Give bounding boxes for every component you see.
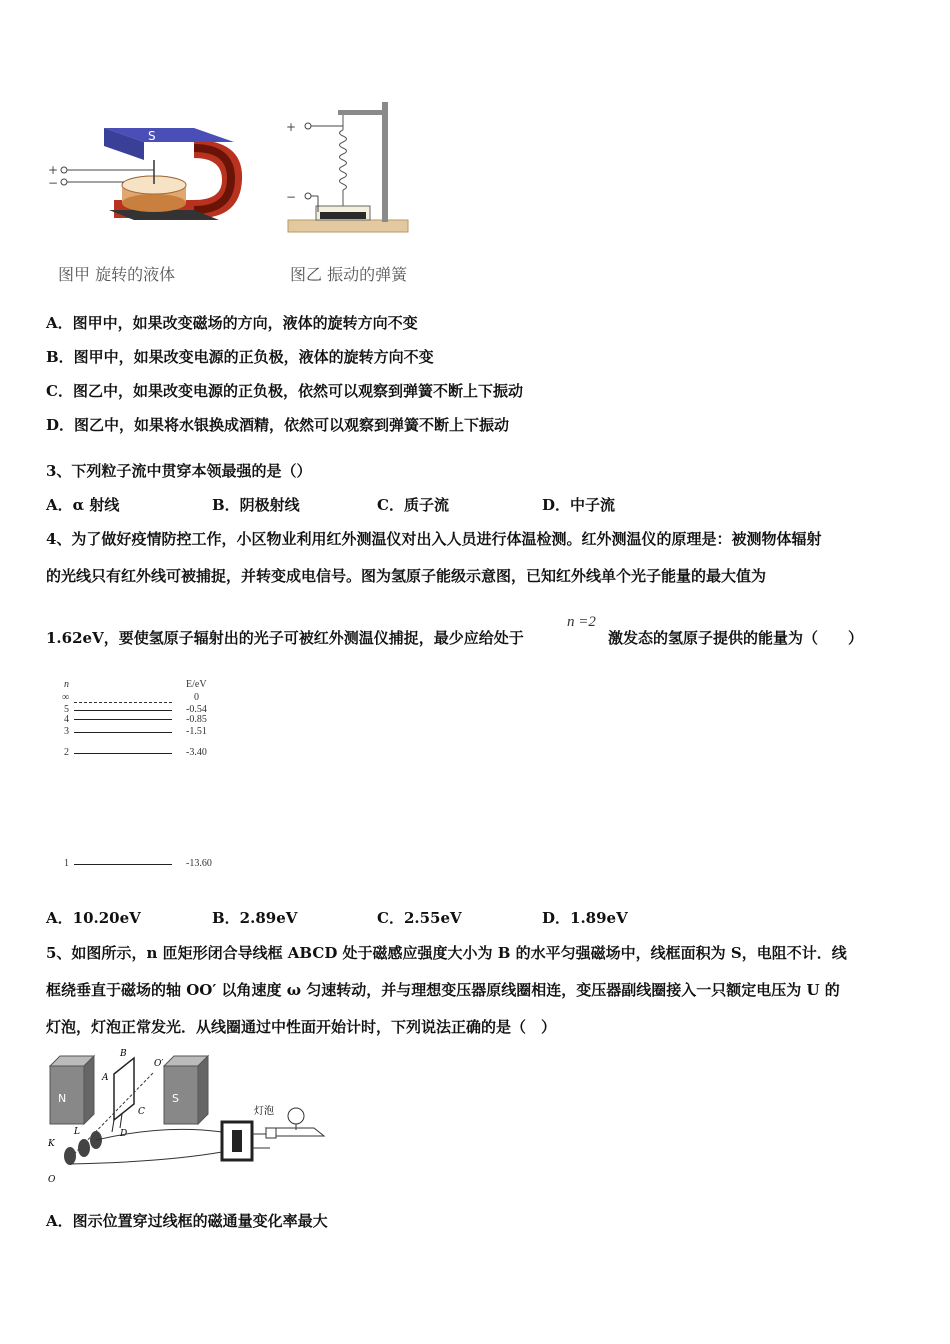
q4-option-d: D．1.89eV — [542, 909, 628, 927]
label-b: B — [120, 1049, 127, 1059]
q5-line-1: 5、如图所示，n 匝矩形闭合导线框 ABCD 处于磁感应强度大小为 B 的水平匀强磁场中，线框面积为 S，电阻不计．线 — [46, 944, 847, 962]
q2-option-a: A．图甲中，如果改变磁场的方向，液体的旋转方向不变 — [46, 314, 418, 332]
q4-line-3-post: 激发态的氢原子提供的能量为（ ） — [608, 629, 864, 647]
figure-rotating-liquid — [44, 100, 244, 235]
label-d: D — [120, 1129, 128, 1139]
diagram-e-label: E/eV — [186, 679, 207, 690]
q4-line-1: 4、为了做好疫情防控工作，小区物业利用红外测温仪对出入人员进行体温检测。红外测温仪的原理是：被测物体辐射 — [46, 530, 822, 548]
level-n-2: 2 — [64, 747, 69, 758]
q3-option-c: C．质子流 — [377, 496, 449, 514]
magnet-s-label-2: S — [172, 1092, 179, 1105]
figure-caption-2: 图乙 振动的弹簧 — [290, 265, 408, 284]
label-c: C — [138, 1107, 145, 1117]
q2-option-c: C．图乙中，如果改变电源的正负极，依然可以观察到弹簧不断上下振动 — [46, 382, 523, 400]
magnet-n-label: N — [58, 1092, 67, 1105]
label-o: O — [48, 1175, 56, 1185]
q4-option-a: A．10.20eV — [46, 909, 141, 927]
level-n-1: 1 — [64, 858, 69, 869]
figure-vibrating-spring — [278, 98, 428, 238]
level-e-3: -1.51 — [186, 726, 207, 737]
label-o-prime: O′ — [154, 1059, 164, 1069]
q5-line-2: 框绕垂直于磁场的轴 OO′ 以角速度 ω 匀速转动，并与理想变压器原线圈相连，变压器副线圈接入一只额定电压为 U 的 — [46, 981, 840, 999]
level-n-5: 5 — [64, 704, 69, 715]
q3-option-a: A．α 射线 — [46, 496, 120, 514]
label-a: A — [102, 1073, 109, 1083]
q3-option-d: D．中子流 — [542, 496, 616, 514]
level-n-inf: ∞ — [62, 692, 70, 703]
q4-line-2: 的光线只有红外线可被捕捉，并转变成电信号。图为氢原子能级示意图，已知红外线单个光子能量的最大值为 — [46, 567, 767, 585]
q4-option-b: B．2.89eV — [212, 909, 298, 927]
q4-formula-n2: n =2 — [567, 614, 596, 630]
q3-option-b: B．阴极射线 — [212, 496, 300, 514]
q3-stem: 3、下列粒子流中贯穿本领最强的是（） — [46, 462, 312, 480]
q4-option-c: C．2.55eV — [377, 909, 462, 927]
q2-option-d: D．图乙中，如果将水银换成酒精，依然可以观察到弹簧不断上下振动 — [46, 416, 510, 434]
minus-label-1: − — [48, 176, 59, 190]
plus-label-1: + — [48, 163, 59, 177]
plus-label-2: + — [286, 120, 297, 134]
level-n-3: 3 — [64, 726, 69, 737]
level-e-2: -3.40 — [186, 747, 207, 758]
figure-generator — [44, 1044, 334, 1186]
level-e-1: -13.60 — [186, 858, 212, 869]
figure-caption-1: 图甲 旋转的液体 — [58, 265, 176, 284]
magnet-s-label: S — [148, 129, 156, 143]
level-e-5: -0.54 — [186, 704, 207, 715]
q2-option-b: B．图甲中，如果改变电源的正负极，液体的旋转方向不变 — [46, 348, 434, 366]
q5-option-a: A．图示位置穿过线框的磁通量变化率最大 — [46, 1212, 328, 1230]
level-e-4: -0.85 — [186, 714, 207, 725]
lamp-label: 灯泡 — [254, 1106, 274, 1117]
label-k: K — [48, 1139, 55, 1149]
diagram-n-label: n — [64, 679, 69, 690]
minus-label-2: − — [286, 190, 297, 204]
label-l: L — [74, 1127, 80, 1137]
q4-line-3-pre: 1.62eV，要使氢原子辐射出的光子可被红外测温仪捕捉，最少应给处于 — [46, 629, 524, 647]
level-e-inf: 0 — [194, 692, 199, 703]
level-n-4: 4 — [64, 714, 69, 725]
q5-line-3: 灯泡，灯泡正常发光．从线圈通过中性面开始计时，下列说法正确的是（ ） — [46, 1018, 557, 1036]
